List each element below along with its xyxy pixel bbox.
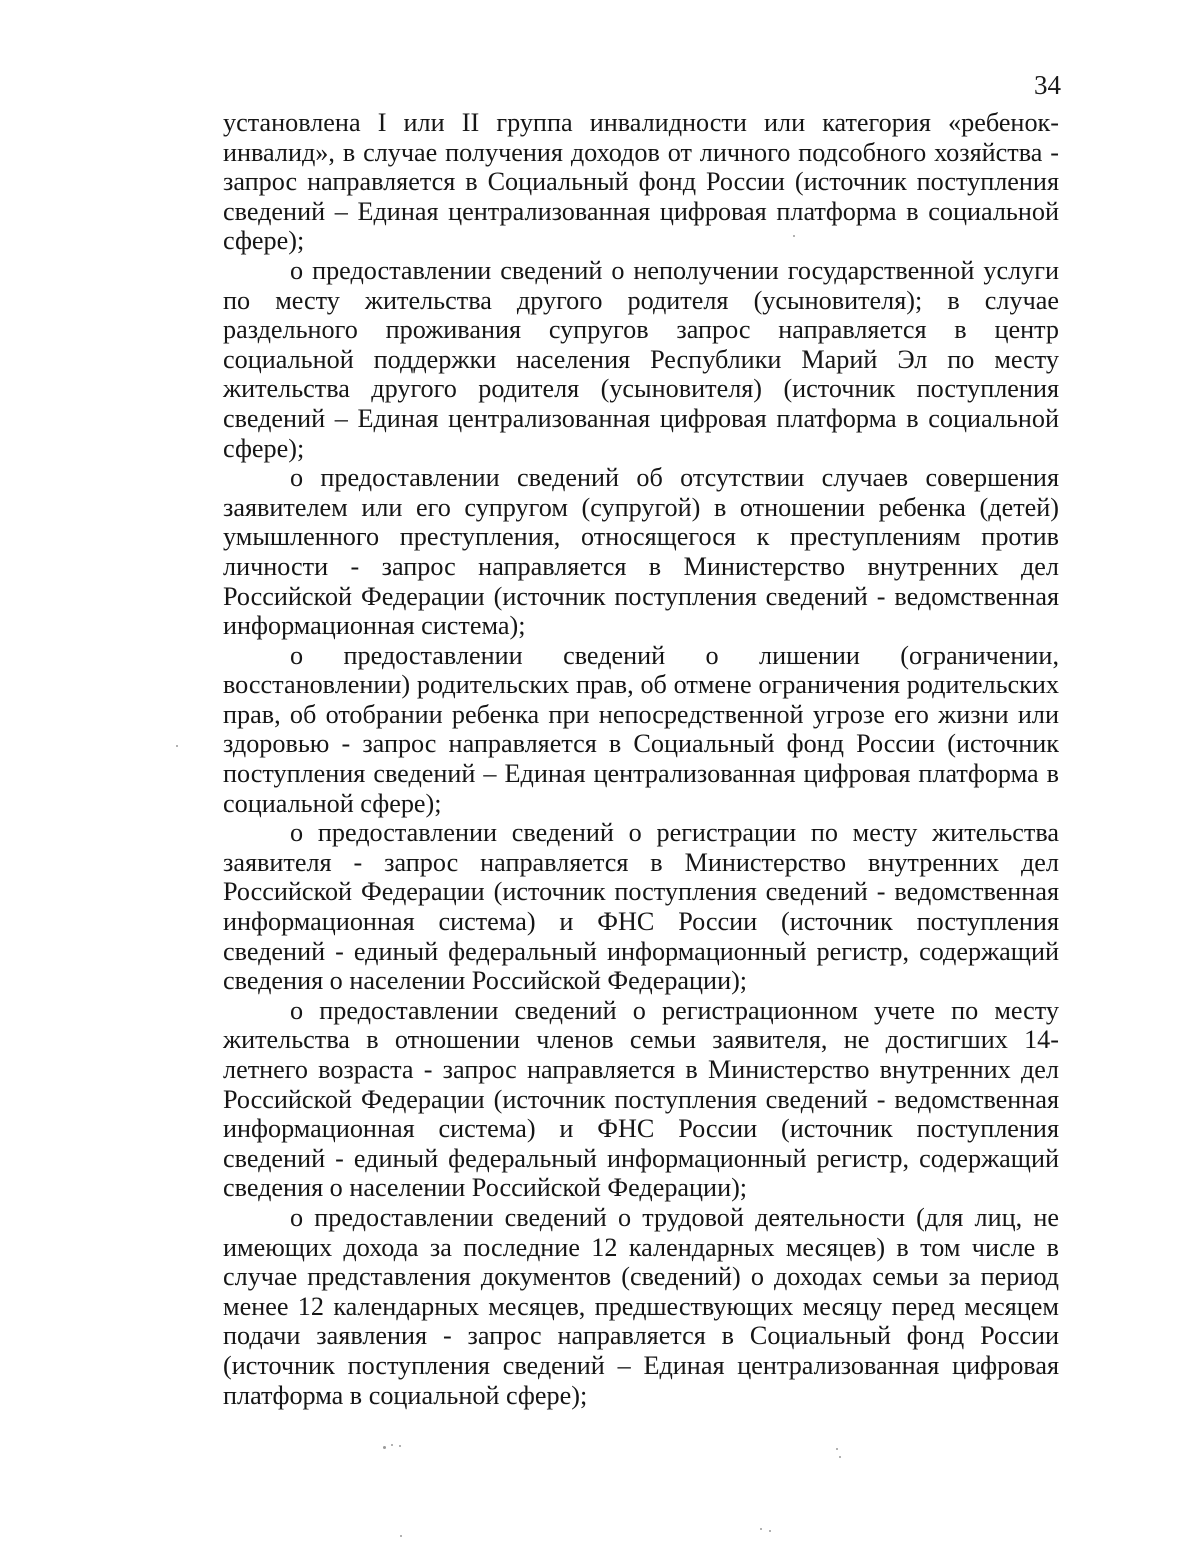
scan-speck bbox=[836, 1448, 838, 1450]
paragraph-no-crimes: о предоставлении сведений об отсутствии случаев совершения заявителем или его супругом (супругой) в отношении ребенка (детей) умышленного преступления, относящегося к преступлениям против личности - запрос направляется в Министерство внутренних дел Российской Федерации (источник поступления сведений - ведомственная информационная система); bbox=[223, 463, 1059, 641]
paragraph-non-receipt-service: о предоставлении сведений о неполучении государственной услуги по месту жительства другого родителя (усыновителя); в случае раздельного проживания супругов запрос направляется в центр социальной поддержки населения Республики Марий Эл по месту жительства другого родителя (усыновителя) (источник поступления сведений – Единая централизованная цифровая платформа в социальной сфере); bbox=[223, 255, 1059, 463]
scan-speck bbox=[400, 1535, 402, 1537]
paragraph-registration: о предоставлении сведений о регистрации по месту жительства заявителя - запрос направляется в Министерство внутренних дел Российской Федерации (источник поступления сведений - ведомственная информационная система) и ФНС России (источник поступления сведений - единый федеральный информационный регистр, содержащий сведения о населении Российской Федерации); bbox=[223, 818, 1059, 996]
scan-speck bbox=[769, 1530, 771, 1532]
paragraph-parental-rights: о предоставлении сведений о лишении (ограничении, восстановлении) родительских прав, об отмене ограничения родительских прав, об отобрании ребенка при непосредственной угрозе его жизни или здоровью - запрос направляется в Социальный фонд России (источник поступления сведений – Единая централизованная цифровая платформа в социальной сфере); bbox=[223, 640, 1059, 818]
paragraph-registration-minors: о предоставлении сведений о регистрационном учете по месту жительства в отношении членов семьи заявителя, не достигших 14-летнего возраста - запрос направляется в Министерство внутренних дел Российской Федерации (источник поступления сведений - ведомственная информационная система) и ФНС России (источник поступления сведений - единый федеральный информационный регистр, содержащий сведения о населении Российской Федерации); bbox=[223, 995, 1059, 1203]
scan-speck bbox=[793, 235, 795, 237]
scan-speck bbox=[839, 1456, 841, 1458]
scan-speck bbox=[399, 1445, 401, 1447]
scan-speck bbox=[391, 1444, 393, 1446]
document-body bbox=[223, 108, 1059, 1410]
paragraph-labor-activity: о предоставлении сведений о трудовой деятельности (для лиц, не имеющих дохода за последние 12 календарных месяцев) в том числе в случае представления документов (сведений) о доходах семьи за период менее 12 календарных месяцев, предшествующих месяцу перед месяцем подачи заявления - запрос направляется в Социальный фонд России (источник поступления сведений – Единая централизованная цифровая платформа в социальной сфере); bbox=[223, 1202, 1059, 1410]
page-number: 34 bbox=[1034, 70, 1061, 100]
scan-speck bbox=[176, 745, 178, 747]
paragraph-continuation: установлена I или II группа инвалидности или категория «ребенок-инвалид», в случае получения доходов от личного подсобного хозяйства - запрос направляется в Социальный фонд России (источник поступления сведений – Единая централизованная цифровая платформа в социальной сфере); bbox=[223, 108, 1059, 256]
scan-speck bbox=[760, 1528, 762, 1530]
scan-speck bbox=[383, 1446, 386, 1449]
